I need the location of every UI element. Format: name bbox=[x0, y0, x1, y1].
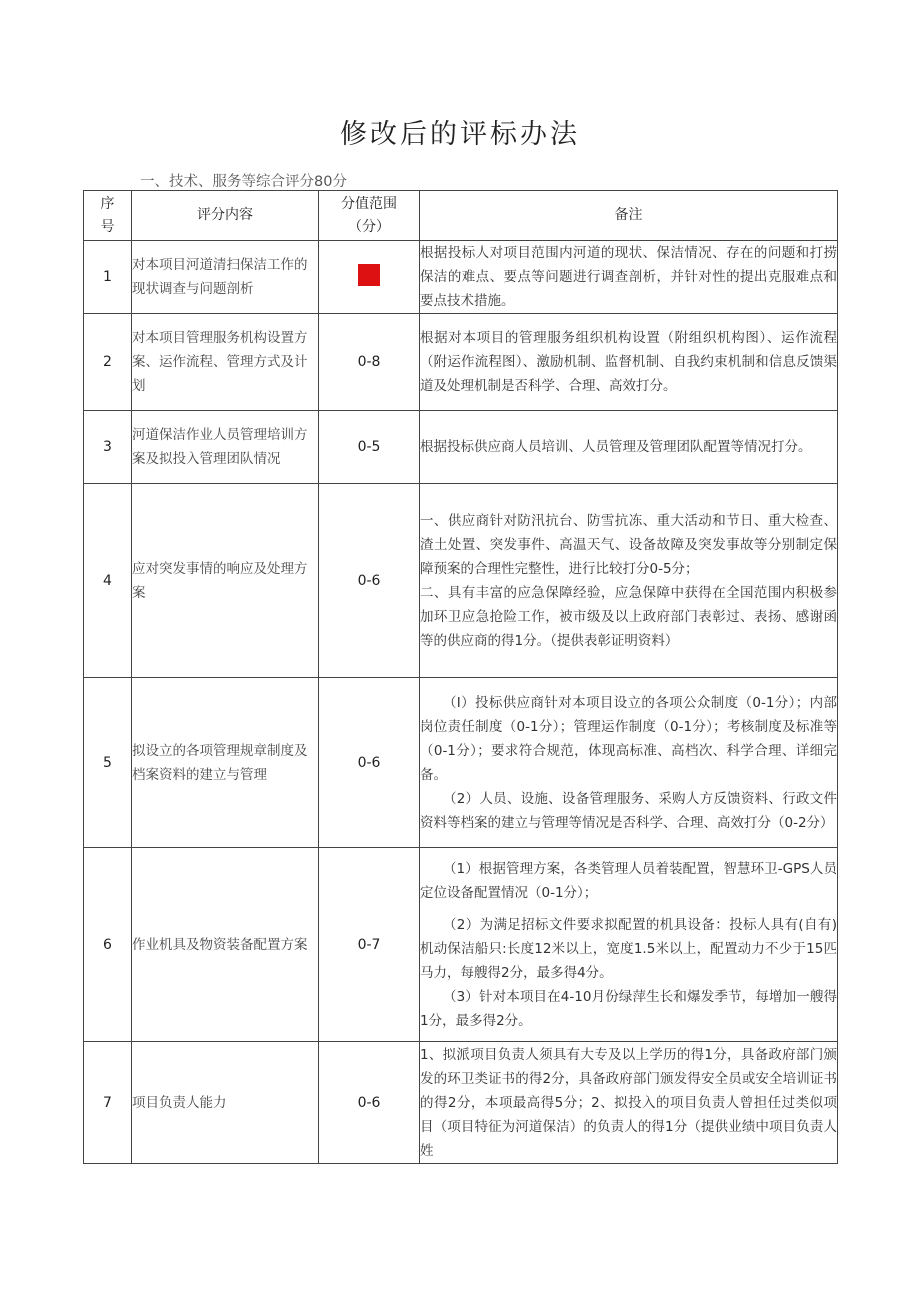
section-heading: 一、技术、服务等综合评分80分 bbox=[140, 174, 347, 190]
row-range: 0-8 bbox=[319, 314, 420, 411]
row-range: 0-6 bbox=[319, 678, 420, 848]
row-num: 3 bbox=[84, 411, 132, 484]
header-range: 分值范围 （分） bbox=[319, 191, 420, 241]
row-content: 应对突发事情的响应及处理方案 bbox=[132, 484, 319, 678]
page-title: 修改后的评标办法 bbox=[340, 119, 580, 150]
row-content: 拟设立的各项管理规章制度及档案资料的建立与管理 bbox=[132, 678, 319, 848]
table-row bbox=[84, 1042, 838, 1164]
row-num: 1 bbox=[84, 241, 132, 314]
row-range: 0-5 bbox=[319, 411, 420, 484]
row-note: （1）根据管理方案，各类管理人员着装配置，智慧环卫-GPS人员定位设备配置情况（0-1分）； （2）为满足招标文件要求拟配置的机具设备：投标人具有(自有)机动保洁船只:长度12米以上，宽度1.5米以上，配置动力不少于15匹马力，每艘得2分，最多得4分。 （3）针对本项目在4-10月份绿萍生长和爆发季节，每增加一艘得1分，最多得2分。 bbox=[420, 848, 838, 1042]
row-note: 根据对本项目的管理服务组织机构设置（附组织机构图）、运作流程（附运作流程图）、激励机制、监督机制、自我约束机制和信息反馈渠道及处理机制是否科学、合理、高效打分。 bbox=[420, 314, 838, 411]
table-row bbox=[84, 241, 838, 314]
row-content: 项目负责人能力 bbox=[132, 1042, 319, 1164]
row-content: 作业机具及物资装备配置方案 bbox=[132, 848, 319, 1042]
table-row bbox=[84, 484, 838, 678]
row-note: 根据投标人对项目范围内河道的现状、保洁情况、存在的问题和打捞保洁的难点、要点等问题进行调查剖析，并针对性的提出克服难点和要点技术措施。 bbox=[420, 241, 838, 314]
table-header-row bbox=[84, 191, 838, 241]
row-num: 6 bbox=[84, 848, 132, 1042]
row-content: 对本项目管理服务机构设置方案、运作流程、管理方式及计划 bbox=[132, 314, 319, 411]
row-note: 1、拟派项目负责人须具有大专及以上学历的得1分，具备政府部门颁发的环卫类证书的得2分，具备政府部门颁发得安全员或安全培训证书的得2分，本项最高得5分；2、拟投入的项目负责人曾担任过类似项目（项目特征为河道保洁）的负责人的得1分（提供业绩中项目负责人姓 bbox=[420, 1042, 838, 1164]
red-marker-icon bbox=[358, 264, 380, 286]
row-range bbox=[319, 241, 420, 314]
row-range: 0-7 bbox=[319, 848, 420, 1042]
row-range: 0-6 bbox=[319, 484, 420, 678]
row-content: 对本项目河道清扫保洁工作的现状调查与问题剖析 bbox=[132, 241, 319, 314]
row-note: 一、供应商针对防汛抗台、防雪抗冻、重大活动和节日、重大检查、渣土处置、突发事件、高温天气、设备故障及突发事故等分别制定保障预案的合理性完整性，进行比较打分0-5分； 二、具有丰富的应急保障经验，应急保障中获得在全国范围内积极参加环卫应急抢险工作，被市级及以上政府部门表彰过、表扬、感谢函等的供应商的得1分。（提供表彰证明资料） bbox=[420, 484, 838, 678]
row-content: 河道保洁作业人员管理培训方案及拟投入管理团队情况 bbox=[132, 411, 319, 484]
row-note: 根据投标供应商人员培训、人员管理及管理团队配置等情况打分。 bbox=[420, 411, 838, 484]
row-range: 0-6 bbox=[319, 1042, 420, 1164]
table-row bbox=[84, 678, 838, 848]
table-row bbox=[84, 848, 838, 1042]
header-content: 评分内容 bbox=[132, 191, 319, 241]
scoring-table bbox=[83, 190, 838, 1164]
table-row bbox=[84, 314, 838, 411]
row-note: （I）投标供应商针对本项目设立的各项公众制度（0-1分）；内部岗位责任制度（0-1分）；管理运作制度（0-1分）；考核制度及标准等（0-1分）；要求符合规范，体现高标准、高档次、科学合理、详细完备。 （2）人员、设施、设备管理服务、采购人方反馈资料、行政文件资料等档案的建立与管理等情况是否科学、合理、高效打分（0-2分） bbox=[420, 678, 838, 848]
header-num: 序 号 bbox=[84, 191, 132, 241]
table-row bbox=[84, 411, 838, 484]
header-note: 备注 bbox=[420, 191, 838, 241]
row-num: 7 bbox=[84, 1042, 132, 1164]
row-num: 5 bbox=[84, 678, 132, 848]
row-num: 4 bbox=[84, 484, 132, 678]
row-num: 2 bbox=[84, 314, 132, 411]
